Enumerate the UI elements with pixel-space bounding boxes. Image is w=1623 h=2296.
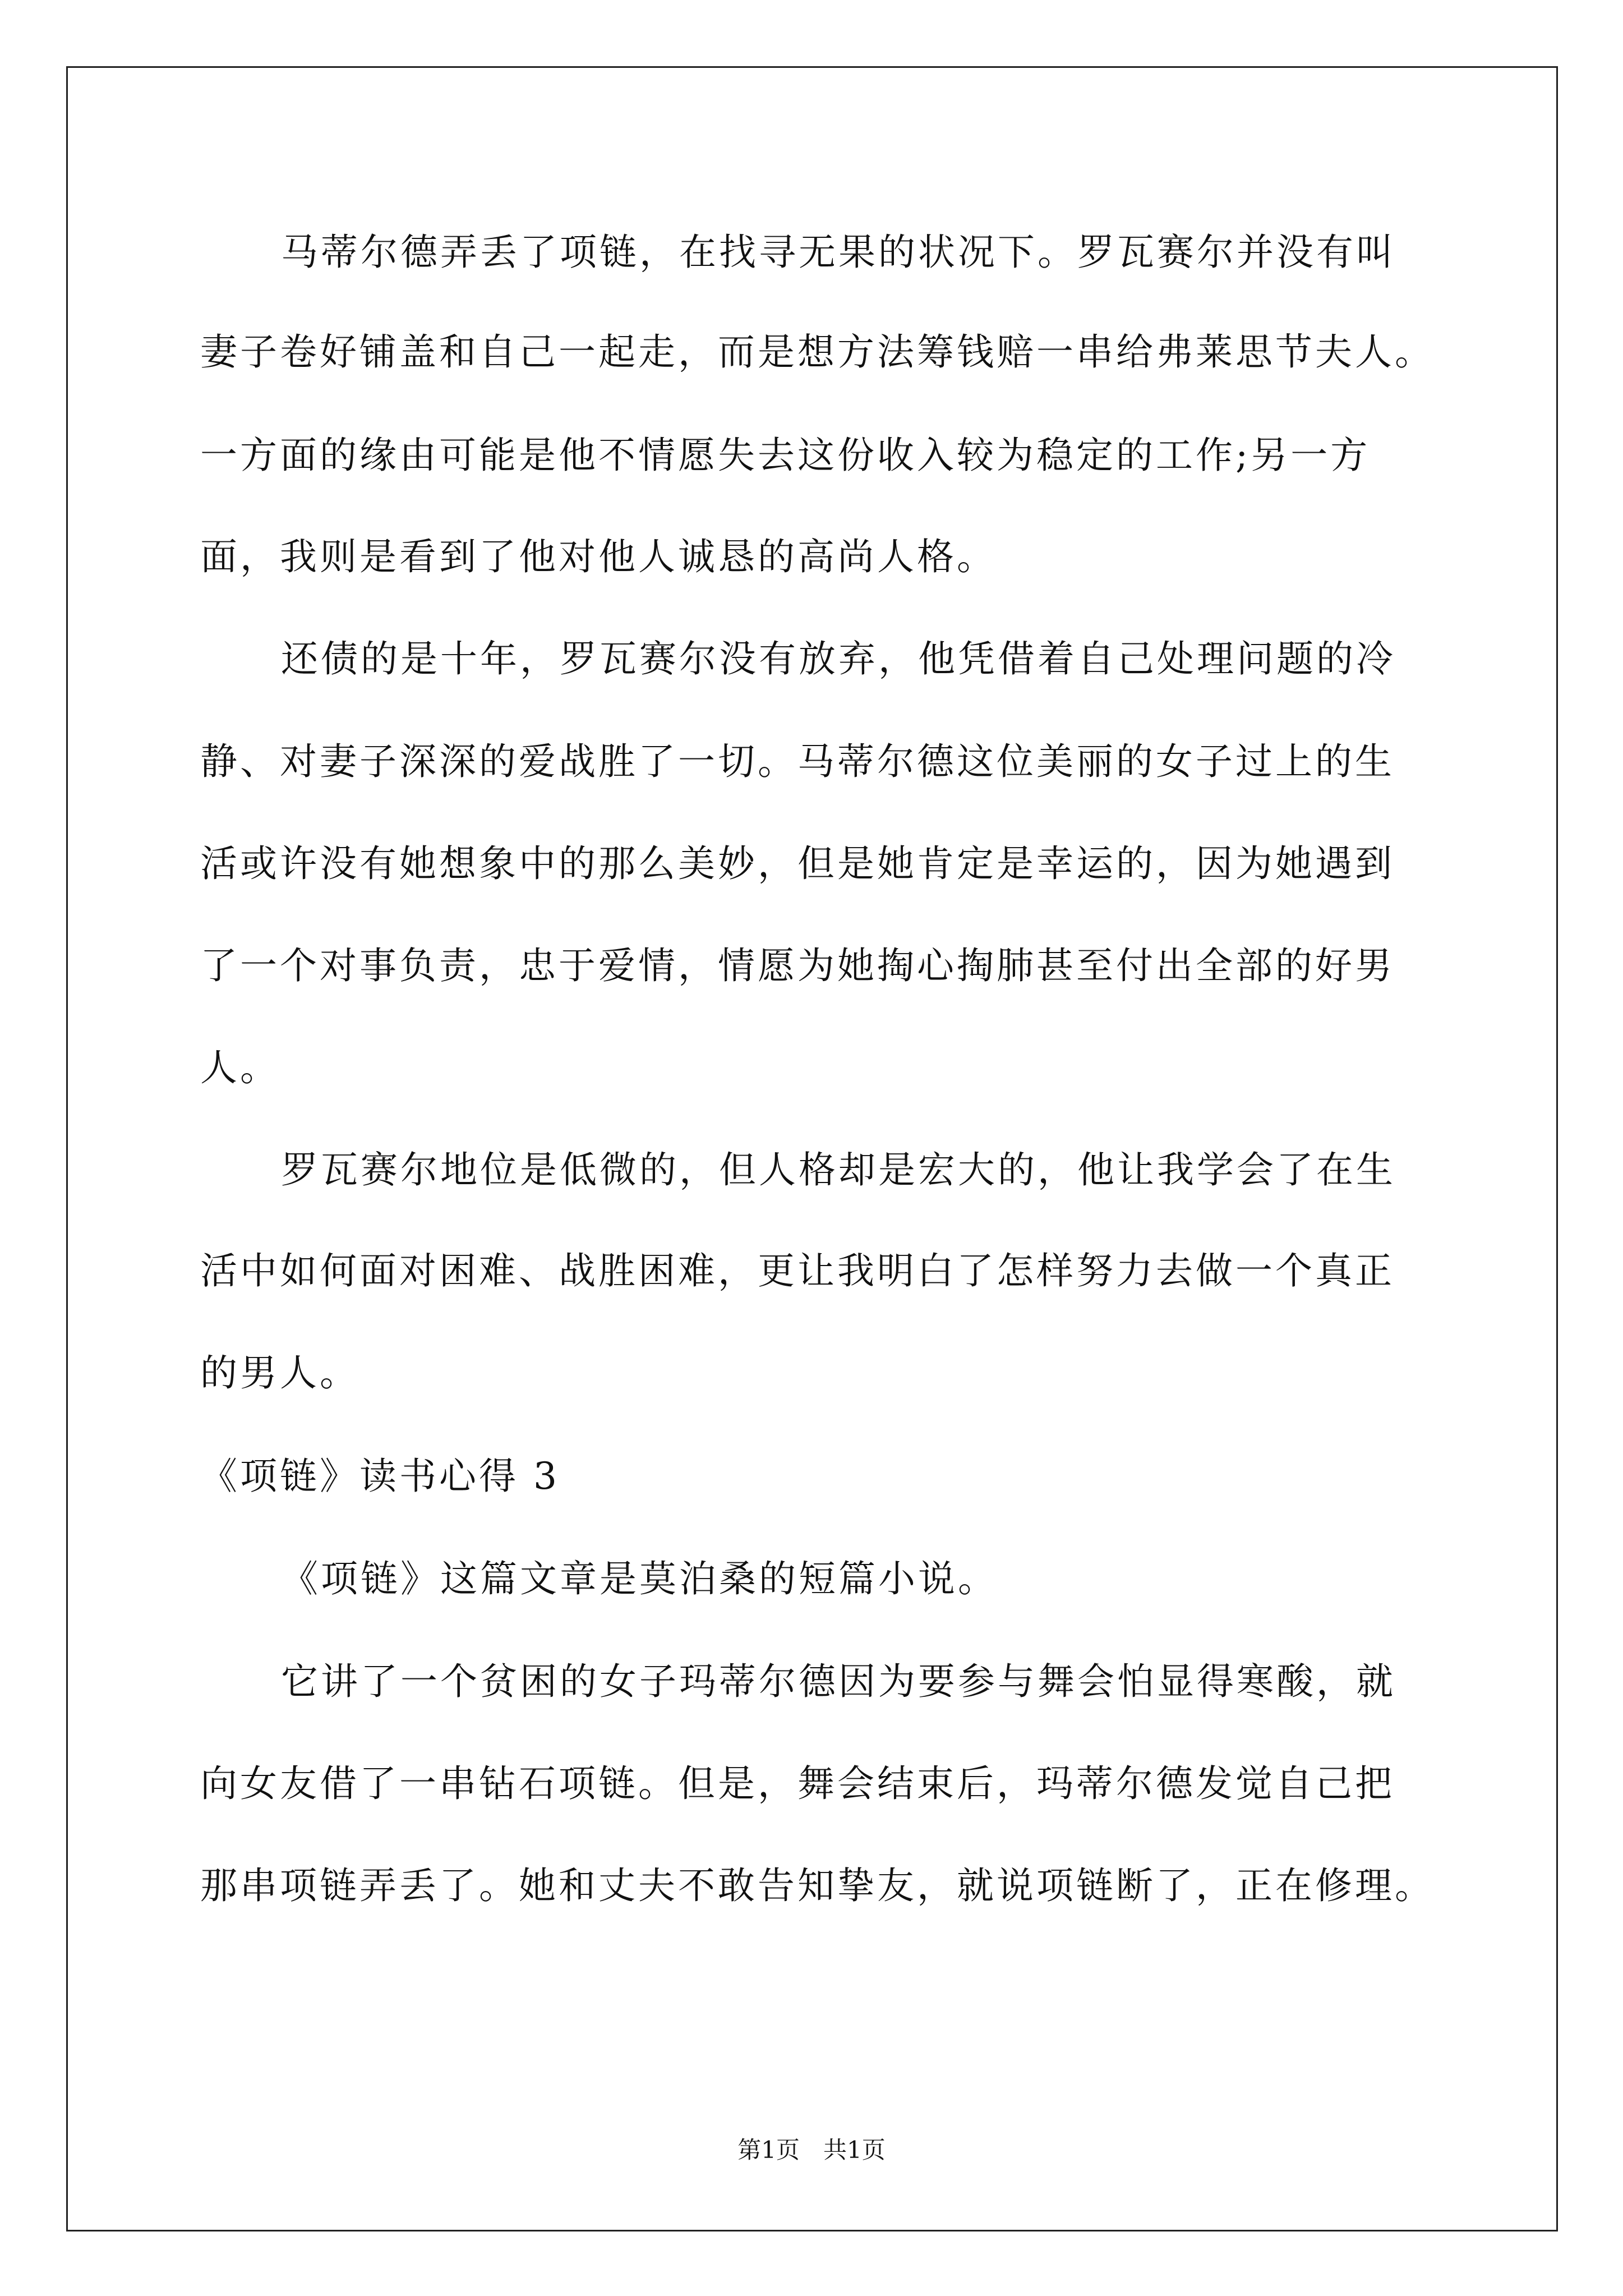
paragraph-line: 它讲了一个贫困的女子玛蒂尔德因为要参与舞会怕显得寒酸，就 — [281, 1660, 1396, 1703]
section-heading: 《项链》读书心得 3 — [200, 1455, 560, 1498]
page-number-footer: 第1页 共1页 — [737, 2136, 886, 2164]
paragraph-line: 一方面的缘由可能是他不情愿失去这份收入较为稳定的工作;另一方 — [200, 434, 1371, 477]
paragraph-line: 罗瓦赛尔地位是低微的，但人格却是宏大的，他让我学会了在生 — [281, 1148, 1396, 1191]
paragraph-line: 活或许没有她想象中的那么美妙，但是她肯定是幸运的，因为她遇到 — [200, 842, 1395, 885]
paragraph-line: 静、对妻子深深的爱战胜了一切。马蒂尔德这位美丽的女子过上的生 — [200, 740, 1395, 783]
paragraph-line: 了一个对事负责，忠于爱情，情愿为她掏心掏肺甚至付出全部的好男 — [200, 944, 1395, 987]
paragraph-line: 面，我则是看到了他对他人诚恳的高尚人格。 — [200, 535, 997, 578]
paragraph-line: 活中如何面对困难、战胜困难，更让我明白了怎样努力去做一个真正 — [200, 1249, 1395, 1292]
paragraph-line: 还债的是十年，罗瓦赛尔没有放弃，他凭借着自己处理问题的冷 — [281, 637, 1396, 680]
paragraph-line: 妻子卷好铺盖和自己一起走，而是想方法筹钱赔一串给弗莱思节夫人。 — [200, 330, 1435, 374]
paragraph-line: 的男人。 — [200, 1351, 359, 1395]
paragraph-line: 马蒂尔德弄丢了项链，在找寻无果的状况下。罗瓦赛尔并没有叫 — [281, 231, 1396, 274]
paragraph-line: 那串项链弄丢了。她和丈夫不敢告知挚友，就说项链断了，正在修理。 — [200, 1864, 1435, 1907]
paragraph-line: 《项链》这篇文章是莫泊桑的短篇小说。 — [281, 1557, 998, 1600]
paragraph-line: 向女友借了一串钻石项链。但是，舞会结束后，玛蒂尔德发觉自己把 — [200, 1762, 1395, 1805]
paragraph-line: 人。 — [200, 1046, 280, 1089]
